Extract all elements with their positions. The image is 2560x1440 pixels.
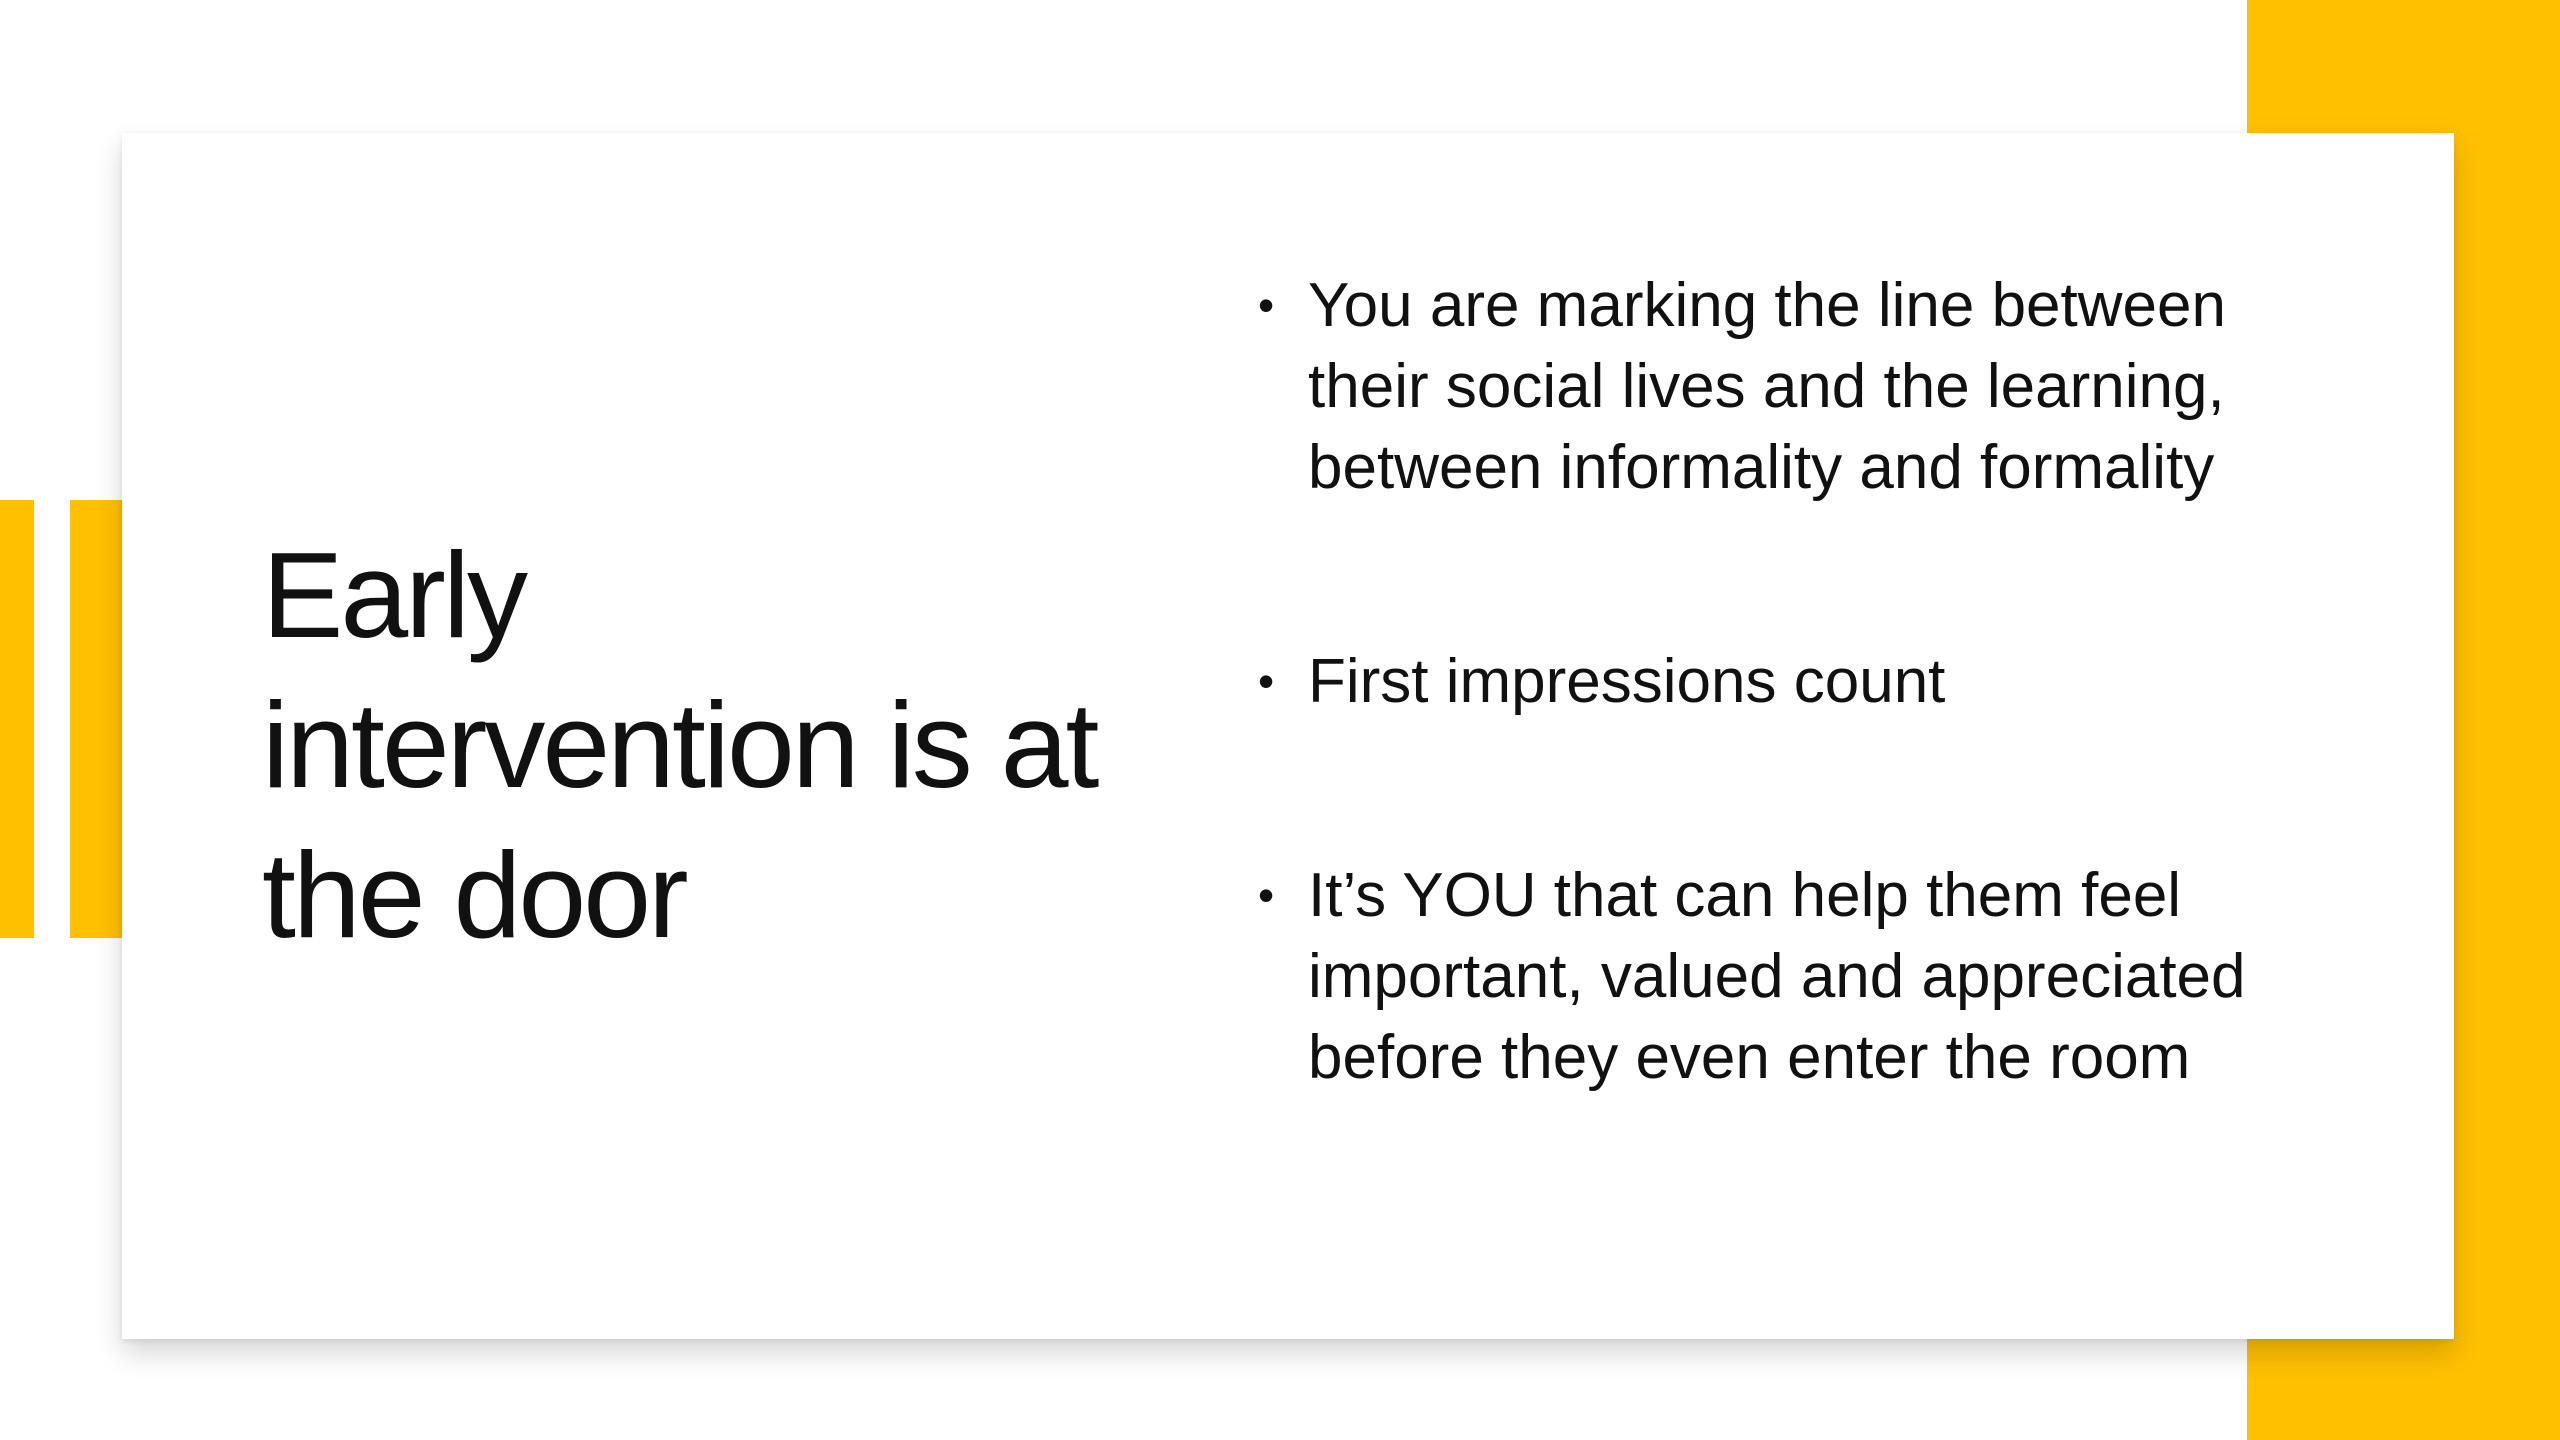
accent-bar-left-outer	[0, 500, 34, 938]
bullet-item	[1258, 855, 2358, 1098]
accent-bar-left-inner	[70, 500, 122, 938]
bullet-dot-icon: •	[1258, 869, 1275, 921]
slide-title: Early intervention is at the door	[262, 527, 1097, 963]
bullet-item	[1258, 265, 2358, 508]
bullet-text: You are marking the line between their social lives and the learning, between informality and formality	[1308, 271, 2226, 502]
bullet-text: First impressions count	[1308, 647, 1946, 716]
bullet-item	[1258, 641, 2358, 722]
bullet-list	[1258, 265, 2358, 1098]
bullet-dot-icon: •	[1258, 655, 1275, 707]
bullet-dot-icon: •	[1258, 279, 1275, 331]
bullet-text: It’s YOU that can help them feel important, valued and appreciated before they even enter the room	[1308, 861, 2246, 1092]
